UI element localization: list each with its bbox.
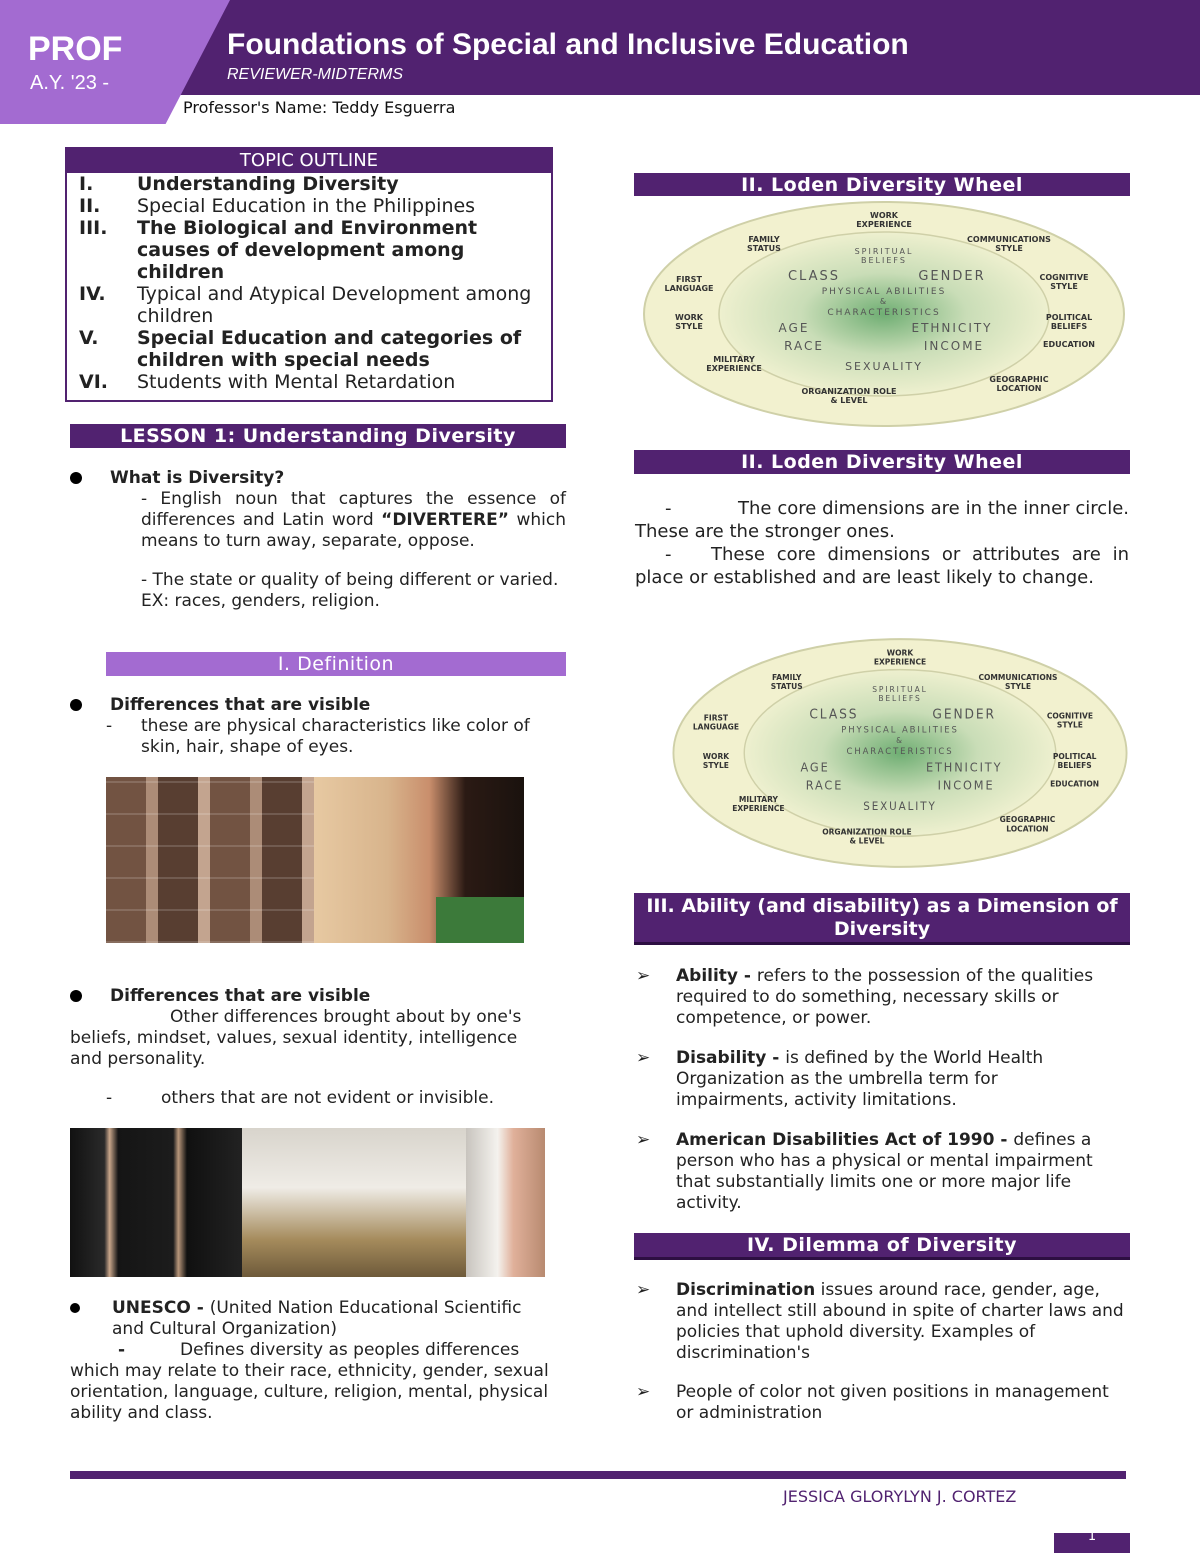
term: Discrimination — [676, 1280, 816, 1300]
bullet-icon — [70, 990, 82, 1002]
topic-outline — [65, 147, 553, 402]
outline-num: I. — [79, 173, 94, 195]
invisible-differences — [70, 986, 550, 1007]
core-dimension-label: PHYSICAL ABILITIES — [841, 725, 959, 736]
topic-outline-heading: TOPIC OUTLINE — [67, 149, 551, 173]
text: which means to turn away, separate, oppose. — [141, 510, 566, 551]
outline-num: VI. — [79, 371, 108, 393]
outer-dimension-label: BELIEFS — [1050, 322, 1088, 331]
outer-dimension-label: & LEVEL — [849, 836, 885, 846]
ability-heading: III. Ability (and disability) as a Dimension of Diversity — [634, 893, 1130, 945]
outline-num: V. — [79, 327, 99, 349]
core-dimension-label: SEXUALITY — [863, 799, 937, 814]
outline-text: Students with Mental Retardation — [137, 371, 456, 393]
lesson1-heading: LESSON 1: Understanding Diversity — [70, 424, 566, 448]
term: Ability - — [676, 966, 757, 986]
prayer-photo — [242, 1128, 466, 1277]
what-is-diversity — [70, 468, 566, 489]
outer-dimension-label: GEOGRAPHIC — [989, 375, 1049, 384]
outer-dimension-label: STATUS — [747, 244, 781, 253]
outline-item — [67, 217, 551, 283]
arrow-bullet-icon: ➢ — [636, 1130, 651, 1150]
outer-dimension-label: STYLE — [1050, 282, 1078, 291]
text: these are physical characteristics like color of skin, hair, shape of eyes. — [141, 716, 530, 757]
outer-dimension-label: ORGANIZATION ROLE — [822, 827, 912, 837]
unesco-text-block — [70, 1340, 555, 1424]
unesco-section — [70, 1298, 555, 1424]
ability-item — [636, 966, 1126, 1029]
communion-photo — [466, 1128, 545, 1277]
outer-dimension-label: COMMUNICATIONS — [967, 235, 1051, 244]
dash: - — [118, 1340, 126, 1360]
dilemma-item — [636, 1280, 1130, 1364]
dash: - — [106, 1088, 113, 1108]
core-dimension-label: RACE — [784, 339, 824, 353]
outline-item — [67, 327, 551, 371]
loden-diversity-wheel — [634, 196, 1134, 432]
unesco-label: UNESCO - — [112, 1298, 210, 1318]
invisible-text-2 — [106, 1088, 550, 1109]
invisible-text: Other differences brought about by one's beliefs, mindset, values, sexual identity, intelligence and personality. — [70, 1007, 522, 1069]
core-dimension-label: SPIRITUAL — [854, 247, 914, 256]
bullet-icon — [70, 472, 82, 484]
outer-dimension-label: STYLE — [1056, 720, 1083, 730]
core-dimension-label: GENDER — [918, 269, 986, 284]
footer-divider — [70, 1471, 1126, 1479]
outer-dimension-label: STATUS — [770, 681, 803, 692]
core-dimension-label: BELIEFS — [878, 693, 922, 704]
loden-points — [635, 497, 1129, 589]
definition-1 — [141, 489, 566, 552]
outer-dimension-label: WORK — [702, 751, 730, 762]
outer-dimension-label: STYLE — [675, 322, 703, 331]
core-dimension-label: RACE — [805, 778, 844, 793]
physical-diversity-photo — [106, 777, 524, 943]
core-dimension-label: INCOME — [937, 778, 995, 793]
outer-dimension-label: WORK — [870, 211, 898, 220]
dilemma-heading: IV. Dilemma of Diversity — [634, 1233, 1130, 1260]
outer-dimension-label: WORK — [886, 648, 914, 658]
outer-dimension-label: LANGUAGE — [692, 722, 740, 732]
academic-year: A.Y. '23 - — [30, 72, 110, 94]
dilemma-item — [636, 1382, 1130, 1424]
outer-dimension-label: EDUCATION — [1043, 340, 1095, 349]
document-subtitle: REVIEWER-MIDTERMS — [227, 66, 403, 83]
text: others that are not evident or invisible. — [161, 1088, 494, 1108]
outer-dimension-label: COMMUNICATIONS — [978, 672, 1058, 682]
outer-dimension-label: STYLE — [1005, 681, 1031, 692]
outer-dimension-label: FIRST — [703, 713, 729, 723]
unesco-text: Defines diversity as peoples differences which may relate to their race, ethnicity, gender, sexual orientation, language, culture, religion, mental, physical ability and class. — [70, 1340, 549, 1423]
outer-dimension-label: EDUCATION — [1050, 779, 1100, 789]
outline-text: Special Education and categories of children with special needs — [137, 327, 522, 371]
outline-num: IV. — [79, 283, 106, 305]
loden-diversity-wheel-2 — [664, 633, 1136, 873]
professor-name: Professor's Name: Teddy Esguerra — [183, 98, 456, 117]
outer-dimension-label: & LEVEL — [830, 396, 868, 405]
core-dimension-label: CLASS — [809, 707, 859, 723]
outer-dimension-label: EXPERIENCE — [873, 657, 927, 667]
core-dimension-label: ETHNICITY — [925, 759, 1003, 775]
bullet-text: Differences that are visible — [110, 695, 371, 715]
core-dimension-label: BELIEFS — [861, 256, 907, 265]
outer-dimension-label: POLITICAL — [1045, 313, 1093, 322]
arrow-bullet-icon: ➢ — [636, 1382, 651, 1402]
core-dimension-label: AGE — [778, 321, 810, 335]
eyes-grid — [106, 777, 314, 943]
dash: - — [106, 716, 113, 736]
bullet-text: Differences that are visible — [110, 986, 371, 1006]
outer-dimension-label: EXPERIENCE — [856, 220, 912, 229]
core-dimension-label: CHARACTERISTICS — [846, 746, 954, 758]
text: issues around race, gender, age, and intellect still abound in spite of charter laws and policies that uphold diversity. Examples of discrimination's — [676, 1280, 1124, 1363]
document-title: Foundations of Special and Inclusive Education — [227, 28, 909, 61]
brand: PROF — [28, 30, 123, 68]
core-dimension-label: PHYSICAL ABILITIES — [821, 287, 947, 297]
core-dimension-label: & — [896, 735, 904, 745]
outline-text: Typical and Atypical Development among children — [137, 283, 532, 327]
text: - English noun that captures the essence of differences and Latin word — [141, 489, 566, 530]
core-dimension-label: SEXUALITY — [845, 360, 923, 373]
bullet-icon — [70, 1303, 80, 1313]
outline-item — [67, 173, 551, 195]
core-dimension-label: ETHNICITY — [911, 321, 993, 335]
arrow-bullet-icon: ➢ — [636, 1048, 651, 1068]
outer-dimension-label: EXPERIENCE — [706, 364, 762, 373]
core-dimension-label: CHARACTERISTICS — [827, 308, 941, 318]
definition-2: - The state or quality of being different or varied. — [141, 570, 559, 590]
outer-dimension-label: GEOGRAPHIC — [999, 814, 1056, 825]
outline-num: III. — [79, 217, 108, 239]
outline-num: II. — [79, 195, 101, 217]
loden-heading-2: II. Loden Diversity Wheel — [634, 450, 1130, 474]
unesco-full-name: (United Nation Educational Scientific and Cultural Organization) — [112, 1298, 522, 1339]
definition-heading: I. Definition — [106, 652, 566, 676]
outer-dimension-label: FAMILY — [771, 672, 802, 682]
outer-dimension-label: WORK — [675, 313, 703, 322]
outer-dimension-label: COGNITIVE — [1046, 711, 1093, 721]
loden-point-2 — [635, 543, 1129, 589]
core-dimension-label: CLASS — [787, 269, 841, 284]
author: JESSICA GLORYLYN J. CORTEZ — [783, 1487, 1017, 1506]
ability-item — [636, 1130, 1126, 1214]
arrow-bullet-icon: ➢ — [636, 966, 651, 986]
core-dimension-label: INCOME — [923, 339, 985, 353]
bullet-icon — [70, 699, 82, 711]
outer-dimension-label: BELIEFS — [1057, 760, 1092, 771]
outline-item — [67, 371, 551, 393]
outer-dimension-label: LOCATION — [1006, 824, 1049, 834]
latin-word: “DIVERTERE” — [381, 510, 509, 530]
visible-differences — [70, 695, 566, 716]
loden-point-1 — [635, 497, 1129, 543]
text: These core dimensions or attributes are in place or established and are least likely to change. — [635, 544, 1129, 588]
unesco — [70, 1298, 555, 1340]
dash: - — [665, 498, 672, 519]
outer-dimension-label: FIRST — [676, 275, 702, 284]
outer-dimension-label: POLITICAL — [1052, 751, 1097, 762]
ability-item — [636, 1048, 1106, 1111]
text: defines a person who has a physical or mental impairment that substantially limits one or more major life activity. — [676, 1130, 1093, 1213]
text: is defined by the World Health Organization as the umbrella term for impairments, activity limitations. — [676, 1048, 1044, 1110]
term: Disability - — [676, 1048, 786, 1068]
text: People of color not given positions in management or administration — [676, 1382, 1109, 1423]
outer-dimension-label: COGNITIVE — [1039, 273, 1089, 282]
outline-text: Special Education in the Philippines — [137, 195, 476, 217]
core-dimension-label: & — [879, 297, 889, 306]
page-number: 1 — [1054, 1533, 1130, 1553]
visible-text — [106, 716, 566, 758]
outer-dimension-label: MILITARY — [738, 794, 778, 804]
outline-text: The Biological and Environment causes of development among children — [137, 217, 478, 283]
visible-section — [70, 695, 566, 758]
dash: - — [665, 544, 672, 565]
outline-text: Understanding Diversity — [137, 173, 399, 195]
outline-item — [67, 195, 551, 217]
green-blanket — [436, 897, 524, 943]
outer-dimension-label: STYLE — [995, 244, 1023, 253]
core-dimension-label: AGE — [800, 759, 830, 775]
text: refers to the possession of the qualities required to do something, necessary skills or competence, or power. — [676, 966, 1094, 1028]
outer-dimension-label: ORGANIZATION ROLE — [801, 387, 897, 396]
core-dimension-label: GENDER — [932, 707, 996, 723]
outer-dimension-label: LOCATION — [996, 384, 1042, 393]
invisible-section — [70, 986, 550, 1109]
outer-dimension-label: STYLE — [702, 760, 729, 771]
outer-dimension-label: LANGUAGE — [664, 284, 714, 293]
text: The core dimensions are in the inner circle. These are the stronger ones. — [635, 498, 1129, 542]
ability-list — [636, 966, 1126, 1214]
outer-dimension-label: EXPERIENCE — [732, 803, 785, 814]
loden-heading: II. Loden Diversity Wheel — [634, 173, 1130, 197]
example: EX: races, genders, religion. — [141, 591, 380, 611]
religious-diversity-photo — [70, 1128, 545, 1277]
veiled-women — [70, 1128, 242, 1277]
core-dimension-label: SPIRITUAL — [872, 684, 928, 695]
outline-item — [67, 283, 551, 327]
arrow-bullet-icon: ➢ — [636, 1280, 651, 1300]
dilemma-list — [636, 1280, 1130, 1424]
what-is-diversity-section — [70, 468, 566, 612]
term: American Disabilities Act of 1990 - — [676, 1130, 1014, 1150]
bullet-text: What is Diversity? — [110, 468, 285, 488]
outer-dimension-label: FAMILY — [748, 235, 780, 244]
outer-dimension-label: MILITARY — [713, 355, 755, 364]
